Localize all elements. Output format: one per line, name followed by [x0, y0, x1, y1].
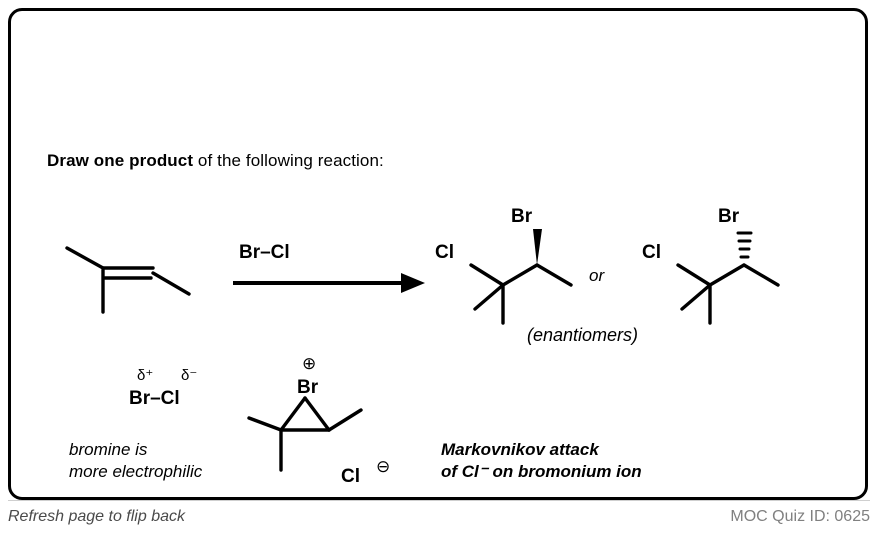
enantiomers-label: (enantiomers): [527, 325, 639, 345]
chloride-label: Cl: [341, 466, 360, 487]
markovnikov-note-line1: Markovnikov attack: [441, 440, 599, 459]
product2-cl-label: Cl: [642, 242, 661, 263]
bromonium-plus-label: ⊕: [302, 354, 317, 373]
product1-cl-label: Cl: [435, 242, 454, 263]
hash-wedge: [738, 233, 751, 257]
quiz-id: MOC Quiz ID: 0625: [730, 508, 870, 525]
electrophilic-note-line1: bromine is: [69, 440, 148, 459]
chloride-charge-label: ⊖: [376, 457, 391, 476]
bromonium-structure: [263, 396, 423, 516]
or-label: or: [589, 266, 605, 285]
reagent-label: Br–Cl: [239, 242, 290, 263]
delta-minus-label: δ⁻: [181, 367, 198, 384]
prompt-bold: Draw one product: [47, 151, 194, 170]
product1-br-label: Br: [511, 206, 533, 227]
brcl-label: Br–Cl: [129, 388, 180, 409]
product2-structure: [638, 223, 798, 343]
electrophilic-note-line2: more electrophilic: [69, 462, 203, 481]
refresh-hint: Refresh page to flip back: [8, 508, 185, 525]
markovnikov-note-line2: of Cl⁻ on bromonium ion: [441, 462, 642, 481]
starting-material-structure: [61, 226, 241, 336]
quiz-card: [8, 8, 868, 500]
bromonium-br-label: Br: [297, 377, 319, 398]
product2-br-label: Br: [718, 206, 740, 227]
reaction-arrow: [233, 269, 433, 309]
footer-divider: [8, 500, 870, 501]
prompt-text: [47, 151, 384, 171]
prompt-rest: of the following reaction:: [193, 151, 384, 170]
delta-plus-label: δ⁺: [137, 367, 154, 384]
